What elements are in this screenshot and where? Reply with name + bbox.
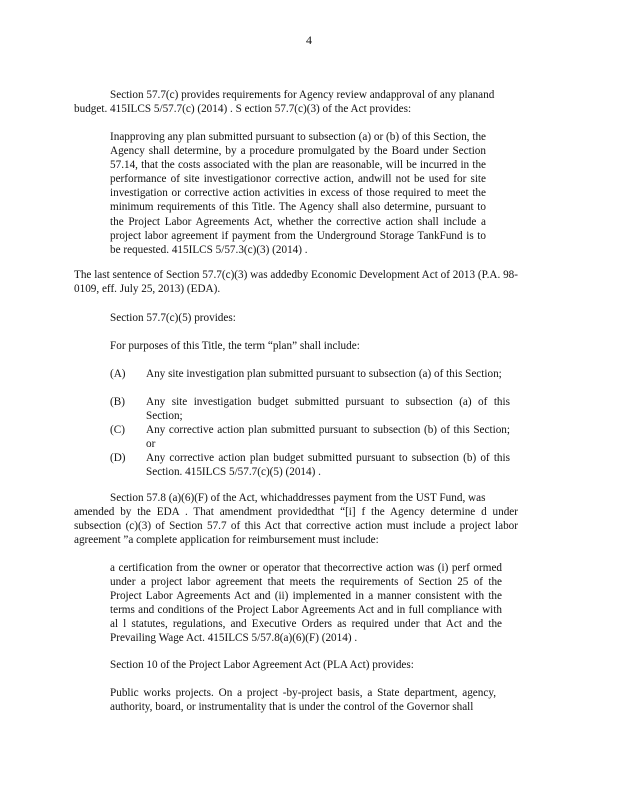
list-item-text: Any corrective action plan budget submitted pursuant to subsection (b) of this Section. 415ILCS 5/57.7(c)(5) (2014) . bbox=[146, 452, 510, 479]
block-quote-57-8a6f: a certification from the owner or operator that thecorrective action was (i) perf ormed under a project labor agreement that meets the requirements of Section 25 of the Project Labor Agreements Act and (ii) implemented in a manner consistent with the terms and conditions of the Project Labor Agreements Act and in full compliance with al l statutes, regulations, and Executive Orders as required under that Act and the Prevailing Wage Act. 415ILCS 5/57.8(a)(6)(F) (2014) . bbox=[110, 562, 502, 645]
paragraph-section-57-7c-line2: budget. 415ILCS 5/57.7(c) (2014) . S ection 57.7(c)(3) of the Act provides: bbox=[74, 103, 412, 115]
page-number: 4 bbox=[306, 33, 312, 47]
list-item-label: (D) bbox=[110, 452, 126, 464]
paragraph-section-57-8-line1: Section 57.8 (a)(6)(F) of the Act, whichaddresses payment from the UST Fund, was bbox=[110, 492, 486, 504]
list-item bbox=[110, 423, 510, 451]
block-quote-public-works: Public works projects. On a project -by-project basis, a State department, agency, authority, board, or instrumentality that is under the control of the Governor shall bbox=[110, 687, 496, 714]
list-item-text: Any site investigation budget submitted pursuant to subsection (a) of this Section; bbox=[146, 396, 510, 423]
paragraph-plan-definition: For purposes of this Title, the term “plan” shall include: bbox=[110, 340, 360, 352]
paragraph-last-sentence: The last sentence of Section 57.7(c)(3) was addedby Economic Development Act of 2013 (P.A. 98-0109, eff. July 25, 2013) (EDA). bbox=[74, 269, 518, 296]
list-item-text: Any site investigation plan submitted pursuant to subsection (a) of this Section; bbox=[146, 368, 502, 380]
list-item bbox=[110, 451, 510, 479]
paragraph-pla-act-section-10: Section 10 of the Project Labor Agreement Act (PLA Act) provides: bbox=[110, 659, 414, 671]
list-item-label: (C) bbox=[110, 424, 125, 436]
block-quote-57-7c3: Inapproving any plan submitted pursuant to subsection (a) or (b) of this Section, the Agency shall determine, by a procedure promulgated by the Board under Section 57.14, that the costs associated with the plan are reasonable, will be incurred in the performance of site investigationor corrective action, andwill not be used for site investigation or corrective action activities in excess of those required to meet the minimum requirements of this Title. The Agency shall also determine, pursuant to the Project Labor Agreements Act, whether the corrective action shall include a project labor agreement if payment from the Underground Storage TankFund is to be requested. 415ILCS 5/57.3(c)(3) (2014) . bbox=[110, 131, 486, 256]
list-item-label: (B) bbox=[110, 396, 125, 408]
paragraph-section-57-7c5: Section 57.7(c)(5) provides: bbox=[110, 312, 236, 324]
list-item bbox=[110, 367, 510, 395]
list-item bbox=[110, 395, 510, 423]
list-item-text: Any corrective action plan submitted pursuant to subsection (b) of this Section; or bbox=[146, 424, 510, 451]
paragraph-section-57-8-rest: amended by the EDA . That amendment providedthat “[i] f the Agency determine d under subsection (c)(3) of Section 57.7 of this Act that corrective action must include a project labor agreement ”a complete application for reimbursement must include: bbox=[74, 506, 518, 547]
list-item-label: (A) bbox=[110, 368, 126, 380]
paragraph-section-57-7c-line1: Section 57.7(c) provides requirements for Agency review andapproval of any planand bbox=[110, 89, 495, 101]
